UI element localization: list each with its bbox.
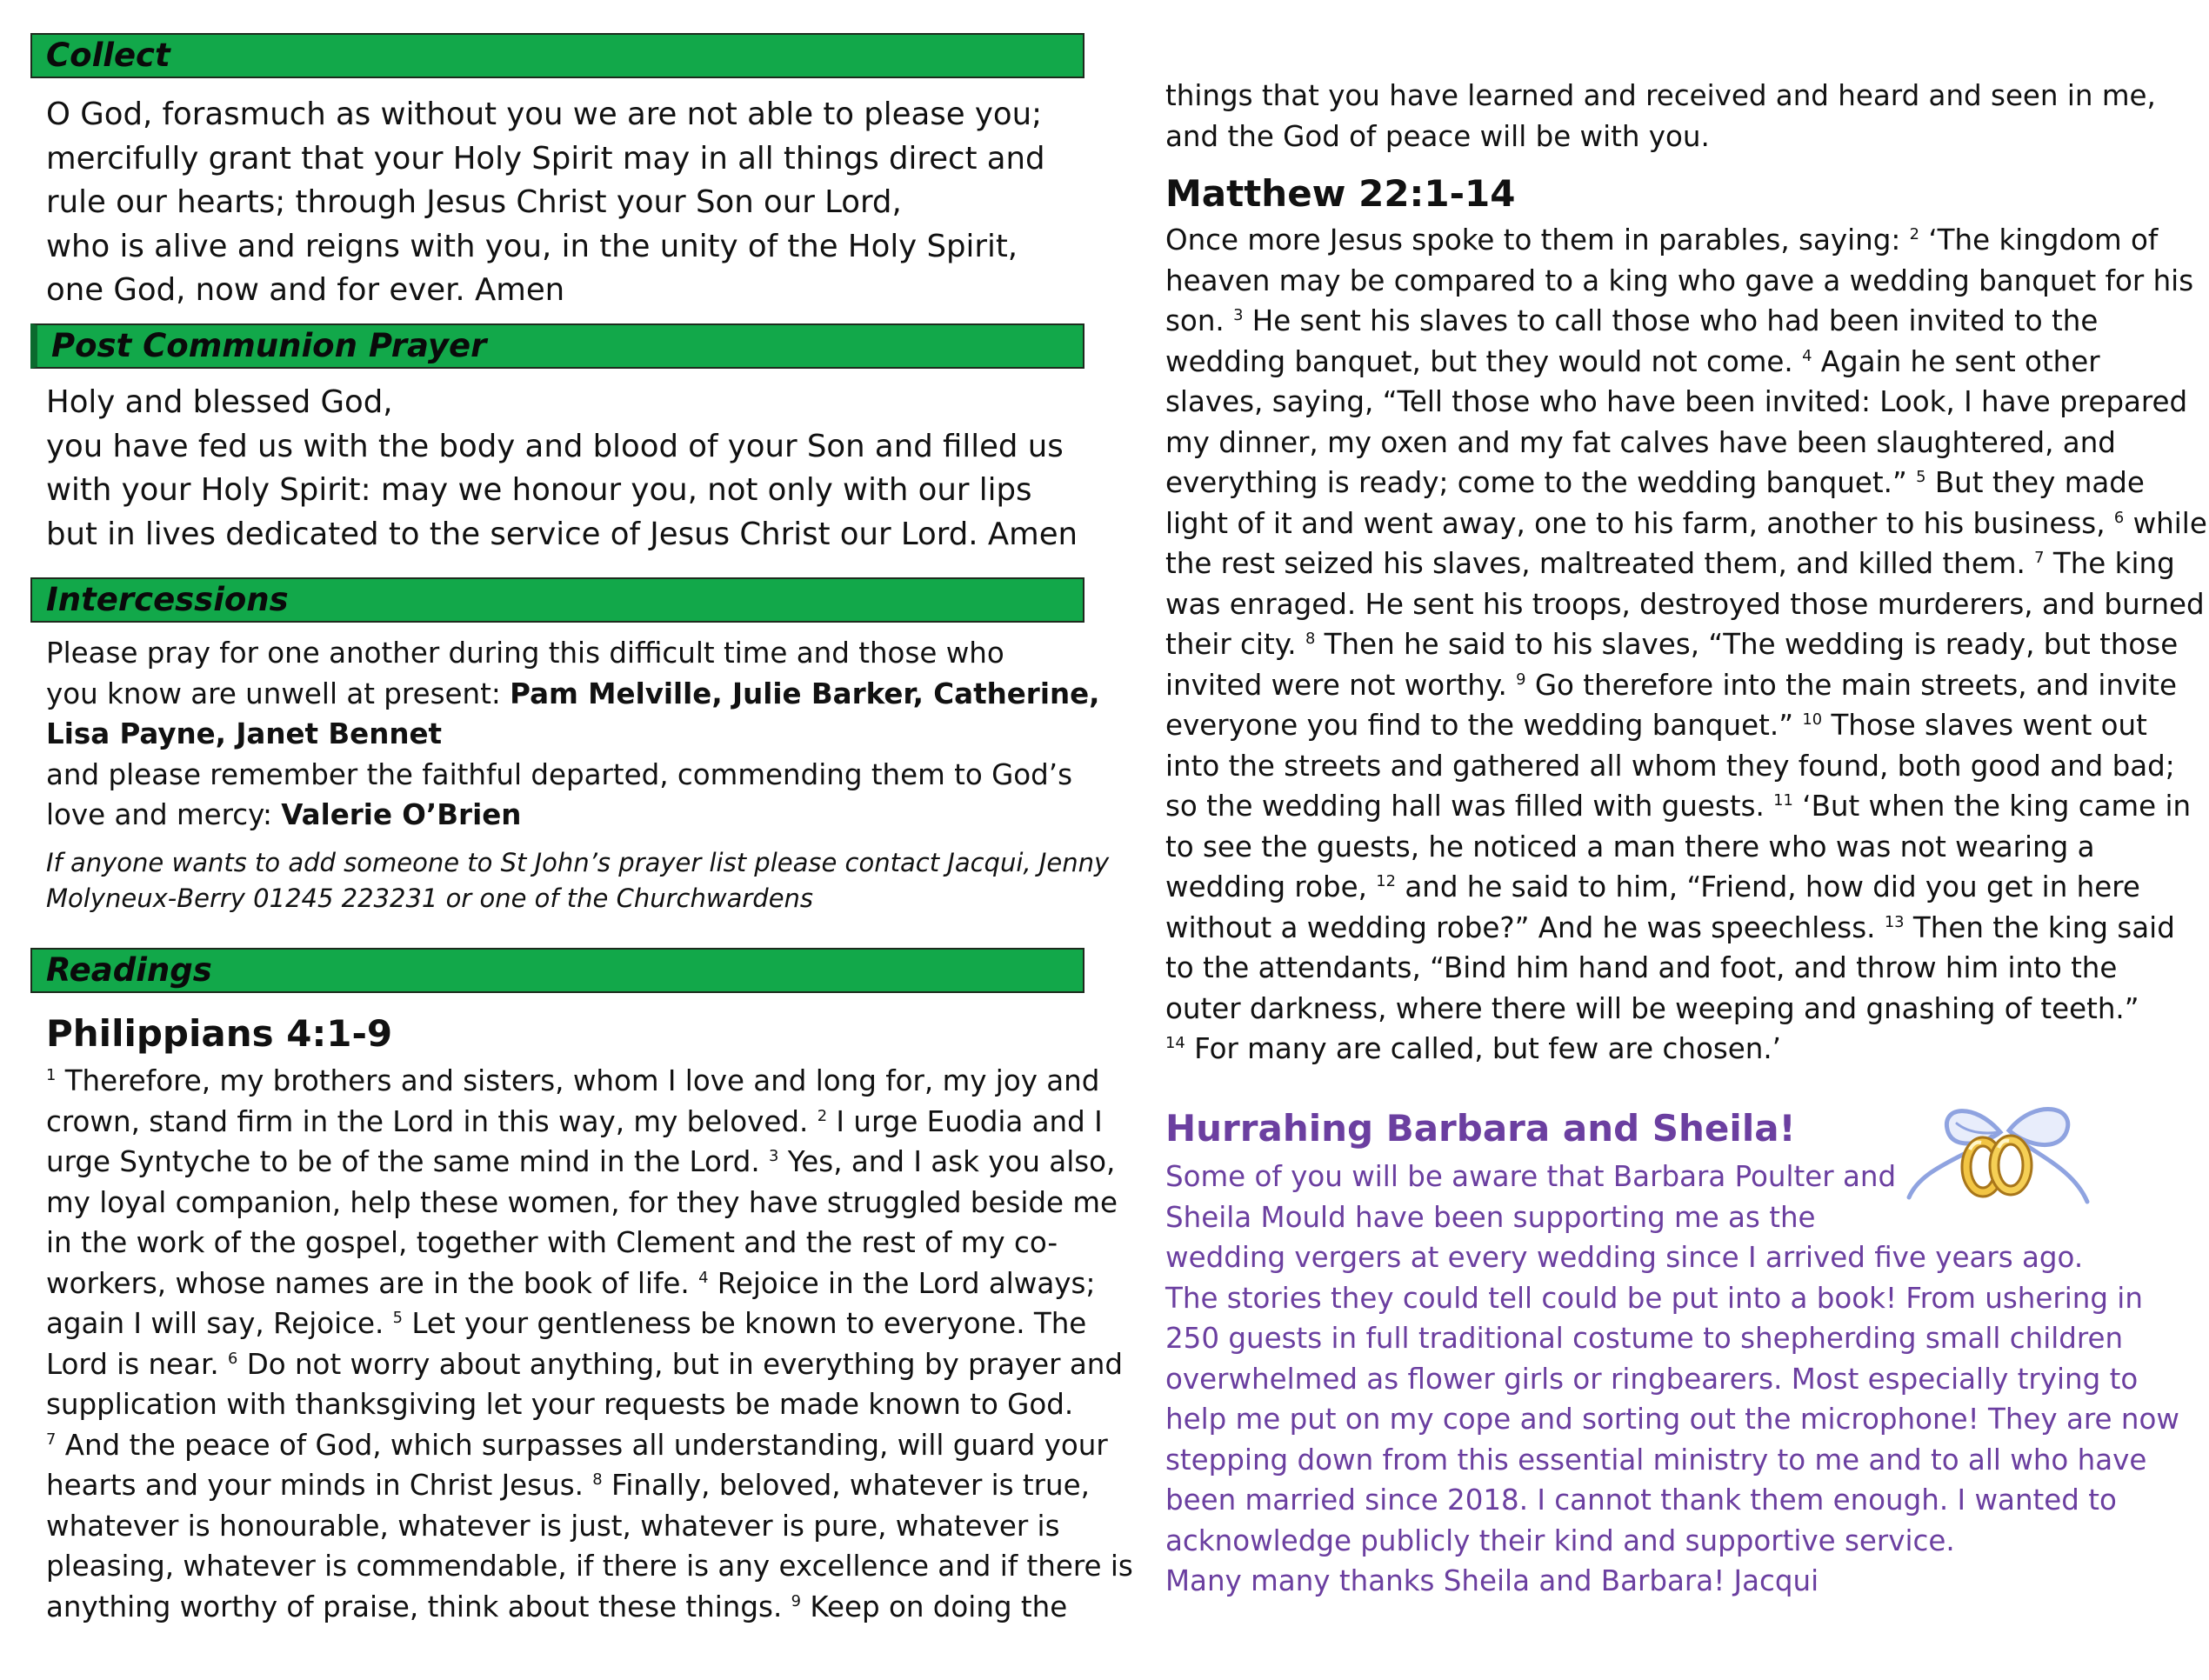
matthew-line xyxy=(1165,624,2209,665)
philippians-line xyxy=(46,1384,1090,1425)
thanks-line: help me put on my cope and sorting out the microphone! They are now xyxy=(1165,1403,2179,1436)
verse-text: urge Syntyche to be of the same mind in the Lord. xyxy=(46,1145,770,1178)
collect-line: one God, now and for ever. Amen xyxy=(46,272,565,308)
philippians-line xyxy=(46,1102,1103,1143)
verse-text: workers, whose names are in the book of life. xyxy=(46,1266,699,1300)
intercessions-text xyxy=(46,633,1100,836)
philippians-line xyxy=(46,1303,1090,1344)
verse-text: pleasing, whatever is commendable, if there is any excellence and if there is xyxy=(46,1550,1133,1583)
matthew-text xyxy=(1165,220,2209,1070)
philippians-line xyxy=(46,1587,1090,1628)
verse-number: 10 xyxy=(1802,710,1823,730)
post-communion-line: you have fed us with the body and blood of your Son and filled us xyxy=(46,428,1064,464)
verse-text: was enraged. He sent his troops, destroyed those murderers, and burned xyxy=(1165,587,2205,621)
verse-text: And the peace of God, which surpasses all understanding, will guard your xyxy=(56,1428,1108,1462)
thanks-line: acknowledge publicly their kind and supportive service. xyxy=(1165,1523,1955,1557)
prayer-list-note xyxy=(46,845,1110,917)
intercessions-line: and please remember the faithful departed, commending them to God’s xyxy=(46,757,1073,791)
collect-line: O God, forasmuch as without you we are not able to please you; xyxy=(46,97,1043,132)
matthew-line xyxy=(1165,220,2209,261)
thanks-line: The stories they could tell could be put into a book! From ushering in xyxy=(1165,1281,2143,1315)
verse-text: again I will say, Rejoice. xyxy=(46,1307,393,1340)
matthew-line xyxy=(1165,543,2209,584)
verse-text: Lord is near. xyxy=(46,1347,229,1381)
note-line: Molyneux-Berry 01245 223231 or one of the Churchwardens xyxy=(46,883,814,913)
verse-text: their city. xyxy=(1165,628,1305,661)
philippians-line xyxy=(46,1344,1123,1385)
verse-text: whatever is honourable, whatever is just, whatever is pure, whatever is xyxy=(46,1509,1060,1543)
collect-text xyxy=(46,93,1090,313)
collect-heading: Collect xyxy=(30,33,1084,78)
verse-text: Then he said to his slaves, “The wedding is ready, but those xyxy=(1315,628,2179,661)
verse-text: outer darkness, where there will be weeping and gnashing of teeth.” xyxy=(1165,991,2139,1025)
verse-number: 14 xyxy=(1165,1034,1185,1053)
thanks-line: been married since 2018. I cannot thank them enough. I wanted to xyxy=(1165,1483,2117,1517)
verse-text: Rejoice in the Lord always; xyxy=(708,1266,1096,1300)
departed-names: Valerie O’Brien xyxy=(281,798,522,831)
verse-text: my dinner, my oxen and my fat calves have been slaughtered, and xyxy=(1165,425,2116,459)
verse-text: and he said to him, “Friend, how did you get in here xyxy=(1395,870,2140,903)
verse-number: 8 xyxy=(1305,630,1316,649)
verse-text: Then the king said xyxy=(1904,910,2175,944)
matthew-line xyxy=(1165,867,2209,908)
verse-number: 9 xyxy=(1516,670,1526,689)
matthew-line xyxy=(1165,786,2209,827)
matthew-line xyxy=(1165,301,2209,342)
intercessions-prefix: love and mercy: xyxy=(46,798,282,831)
thanks-line: Sheila Mould have been supporting me as the xyxy=(1165,1200,1816,1234)
philippians-line xyxy=(46,1061,1100,1102)
matthew-line xyxy=(1165,261,2209,302)
verse-text: hearts and your minds in Christ Jesus. xyxy=(46,1469,593,1502)
verse-text: everyone you find to the wedding banquet.” xyxy=(1165,709,1803,742)
verse-text: Keep on doing the xyxy=(800,1590,1068,1623)
verse-text: wedding banquet, but they would not come. xyxy=(1165,344,1803,378)
matthew-line xyxy=(1165,948,2209,989)
verse-number: 3 xyxy=(769,1147,779,1166)
reading-continuation xyxy=(1165,76,2209,157)
matthew-line xyxy=(1165,827,2209,868)
verse-text: But they made xyxy=(1925,466,2145,499)
verse-number: 3 xyxy=(1233,306,1244,325)
unwell-names: Pam Melville, Julie Barker, Catherine, xyxy=(510,677,1100,710)
verse-text: into the streets and gathered all whom they found, both good and bad; xyxy=(1165,749,2175,783)
verse-text: Do not worry about anything, but in everything by prayer and xyxy=(237,1347,1123,1381)
verse-number: 2 xyxy=(817,1106,828,1125)
matthew-line xyxy=(1165,382,2209,423)
readings-heading: Readings xyxy=(30,948,1084,993)
verse-text: wedding robe, xyxy=(1165,870,1377,903)
verse-text: Yes, and I ask you also, xyxy=(778,1145,1116,1178)
verse-number: 7 xyxy=(2034,549,2045,568)
post-communion-line: with your Holy Spirit: may we honour you, not only with our lips xyxy=(46,472,1032,508)
verse-text: without a wedding robe?” And he was speechless. xyxy=(1165,910,1885,944)
verse-text: The king xyxy=(2044,547,2175,580)
verse-number: 13 xyxy=(1884,912,1905,931)
philippians-line xyxy=(46,1425,1108,1466)
philippians-line xyxy=(46,1223,1090,1263)
verse-text: slaves, saying, “Tell those who have been invited: Look, I have prepared xyxy=(1165,385,2188,418)
verse-number: 5 xyxy=(1916,468,1926,487)
verse-number: 2 xyxy=(1909,225,1920,244)
philippians-line xyxy=(46,1506,1090,1547)
philippians-title: Philippians 4:1-9 xyxy=(46,1012,393,1055)
verse-text: my loyal companion, help these women, for they have struggled beside me xyxy=(46,1185,1118,1219)
verse-text: crown, stand firm in the Lord in this way, my beloved. xyxy=(46,1104,818,1138)
verse-text: invited were not worthy. xyxy=(1165,668,1517,702)
verse-text: to see the guests, he noticed a man there who was not wearing a xyxy=(1165,830,2095,863)
unwell-names: Lisa Payne, Janet Bennet xyxy=(46,717,443,750)
verse-number: 4 xyxy=(698,1268,709,1287)
verse-text: in the work of the gospel, together with Clement and the rest of my co- xyxy=(46,1226,1058,1259)
matthew-line xyxy=(1165,584,2209,625)
verse-text: ‘But when the king came in xyxy=(1792,790,2192,823)
verse-text: Once more Jesus spoke to them in parables, saying: xyxy=(1165,223,1910,257)
verse-text: Go therefore into the main streets, and invite xyxy=(1525,668,2178,702)
thanks-title: Hurrahing Barbara and Sheila! xyxy=(1165,1107,1796,1150)
matthew-line xyxy=(1165,705,2209,746)
matthew-line xyxy=(1165,423,2209,463)
verse-text: heaven may be compared to a king who gave a wedding banquet for his xyxy=(1165,263,2194,297)
intercessions-line: Please pray for one another during this difficult time and those who xyxy=(46,637,1004,670)
verse-text: so the wedding hall was filled with guests. xyxy=(1165,790,1774,823)
philippians-line xyxy=(46,1183,1118,1223)
thanks-line: 250 guests in full traditional costume to shepherding small children xyxy=(1165,1322,2124,1355)
matthew-line xyxy=(1165,463,2209,503)
wedding-rings-with-ribbon-icon xyxy=(1905,1097,2096,1210)
verse-number: 6 xyxy=(2113,508,2125,527)
intercessions-line xyxy=(46,674,1100,715)
matthew-line xyxy=(1165,503,2209,544)
matthew-line xyxy=(1165,989,2209,1030)
intercessions-line xyxy=(46,795,1090,836)
verse-number: 11 xyxy=(1773,791,1793,810)
verse-number: 9 xyxy=(791,1591,801,1610)
verse-number: 12 xyxy=(1376,872,1396,891)
verse-number: 7 xyxy=(46,1430,57,1449)
thanks-text xyxy=(1165,1157,2209,1602)
verse-number: 8 xyxy=(592,1470,603,1490)
verse-text: supplication with thanksgiving let your requests be made known to God. xyxy=(46,1388,1074,1421)
post-communion-text xyxy=(46,381,1090,557)
verse-number: 5 xyxy=(392,1309,404,1328)
matthew-line xyxy=(1165,1029,2209,1070)
post-communion-line: Holy and blessed God, xyxy=(46,384,393,420)
collect-line: who is alive and reigns with you, in the unity of the Holy Spirit, xyxy=(46,228,1018,264)
verse-text: while xyxy=(2124,506,2207,540)
verse-text: light of it and went away, one to his farm, another to his business, xyxy=(1165,506,2114,540)
verse-number: 1 xyxy=(46,1066,57,1085)
collect-line: rule our hearts; through Jesus Christ your Son our Lord, xyxy=(46,184,902,220)
verse-text: For many are called, but few are chosen.’ xyxy=(1185,1032,1782,1065)
verse-text: Finally, beloved, whatever is true, xyxy=(602,1469,1090,1502)
thanks-line: overwhelmed as flower girls or ringbearers. Most especially trying to xyxy=(1165,1362,2139,1396)
philippians-line xyxy=(46,1465,1090,1506)
verse-text: anything worthy of praise, think about these things. xyxy=(46,1590,791,1623)
verse-text: I urge Euodia and I xyxy=(827,1104,1103,1138)
continuation-line: and the God of peace will be with you. xyxy=(1165,119,1710,153)
verse-text: everything is ready; come to the wedding banquet.” xyxy=(1165,466,1917,499)
philippians-line xyxy=(46,1142,1116,1183)
verse-text: Let your gentleness be known to everyone. The xyxy=(403,1307,1087,1340)
verse-text: the rest seized his slaves, maltreated them, and killed them. xyxy=(1165,547,2035,580)
intercessions-heading: Intercessions xyxy=(30,577,1084,623)
philippians-line xyxy=(46,1263,1096,1304)
post-communion-heading: Post Communion Prayer xyxy=(30,323,1084,369)
note-line: If anyone wants to add someone to St John’s prayer list please contact Jacqui, Jenny xyxy=(46,848,1110,877)
philippians-text xyxy=(46,1061,1133,1627)
matthew-line xyxy=(1165,665,2209,706)
collect-line: mercifully grant that your Holy Spirit may in all things direct and xyxy=(46,140,1045,177)
continuation-line: things that you have learned and received and heard and seen in me, xyxy=(1165,79,2156,112)
thanks-line: stepping down from this essential ministry to me and to all who have xyxy=(1165,1443,2147,1477)
verse-number: 4 xyxy=(1802,346,1812,365)
matthew-line xyxy=(1165,908,2209,949)
verse-text: Those slaves went out xyxy=(1822,709,2147,742)
verse-text: son. xyxy=(1165,304,1234,337)
verse-number: 6 xyxy=(228,1349,238,1368)
matthew-line xyxy=(1165,746,2209,787)
thanks-line: wedding vergers at every wedding since I arrived five years ago. xyxy=(1165,1241,2084,1274)
matthew-title: Matthew 22:1-14 xyxy=(1165,172,1516,215)
verse-text: ‘The kingdom of xyxy=(1919,223,2159,257)
verse-text: to the attendants, “Bind him hand and foot, and throw him into the xyxy=(1165,951,2118,984)
verse-text: He sent his slaves to call those who had been invited to the xyxy=(1243,304,2099,337)
thanks-line: Some of you will be aware that Barbara Poulter and xyxy=(1165,1160,1897,1193)
philippians-line xyxy=(46,1546,1133,1587)
thanks-line: Many many thanks Sheila and Barbara! Jacqui xyxy=(1165,1564,1819,1597)
matthew-line xyxy=(1165,342,2209,383)
verse-text: Again he sent other xyxy=(1812,344,2100,378)
intercessions-prefix: you know are unwell at present: xyxy=(46,677,511,710)
verse-text: Therefore, my brothers and sisters, whom I love and long for, my joy and xyxy=(56,1064,1100,1097)
post-communion-line: but in lives dedicated to the service of Jesus Christ our Lord. Amen xyxy=(46,516,1078,552)
